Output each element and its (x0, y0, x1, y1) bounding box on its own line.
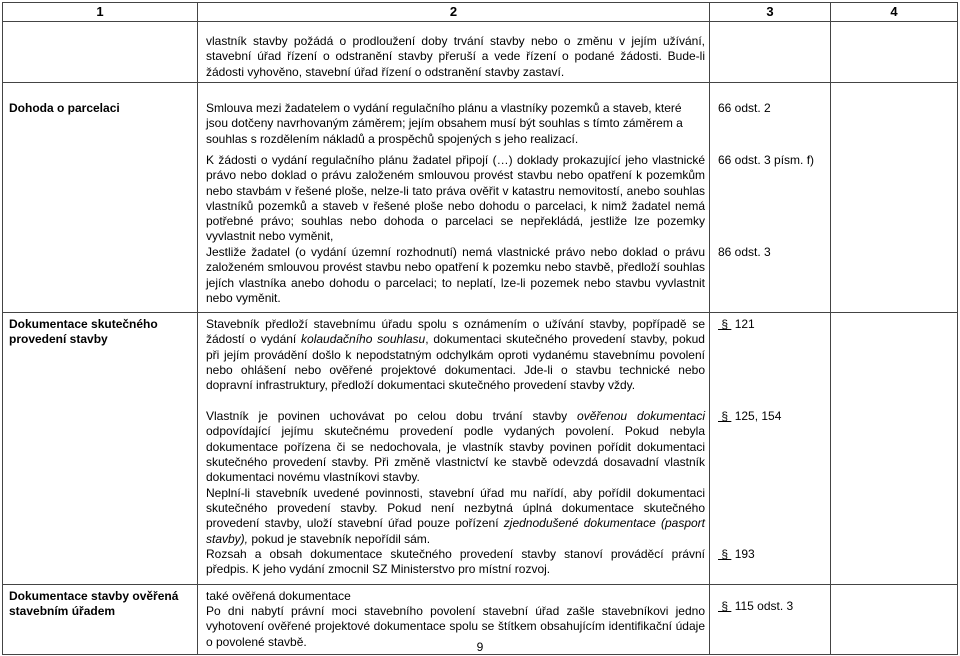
paragraph: Rozsah a obsah dokumentace skutečného provedení stavby stanoví prováděcí právní předpis. K jeho vydání zmocnil SZ Ministerstvo pro místní rozvoj. (206, 547, 705, 577)
header-col-4: 4 (831, 3, 958, 22)
note-cell (831, 83, 958, 313)
term-cell (3, 22, 198, 83)
paragraph: Jestliže žadatel (o vydání územní rozhodnutí) nemá vlastnické právo nebo doklad o právu založeném smlouvou provést stavbu nebo opatření k pozemku nebo stavbě, předloží souhlas jejích vlastníka anebo dohodu o parcelaci; to neplatí, lze-li pozemek nebo stavbu vyvlastnit nebo vyměnit. (206, 245, 705, 305)
table-row (3, 83, 958, 313)
reference-cell (710, 22, 831, 83)
header-row (3, 3, 958, 22)
section-reference: 66 odst. 3 písm. f) (718, 153, 815, 167)
section-reference: § 121 (718, 317, 755, 332)
description-cell (198, 22, 710, 83)
term-label: provedení stavby (9, 332, 108, 347)
paragraph: Smlouva mezi žadatelem o vydání regulačního plánu a vlastníky pozemků a staveb, které jsou dotčeny navrhovaným záměrem; jejím obsahem musí být souhlas s tímto záměrem a souhlas s rozdělením nákladů a prospěchů spojených s jeho realizací. (206, 101, 683, 146)
paragraph: Po dni nabytí právní moci stavebního povolení stavební úřad zašle stavebníkovi jedno vyhotovení ověřené projektové dokumentace spolu se štítkem obsahujícím identifikační údaje o povolené stavbě. (206, 604, 705, 649)
table-row (3, 22, 958, 83)
term-cell (3, 83, 198, 313)
legal-definitions-table (2, 2, 958, 655)
description-cell (198, 313, 710, 585)
paragraph: K žádosti o vydání regulačního plánu žadatel připojí (…) doklady prokazující jeho vlastnické právo nebo doklad o právu založeném smlouvou provést stavbu nebo opatření k pozemkům nebo stavbám v řešené ploše, nelze-li tato práva ověřit v katastru nemovitostí, anebo souhlas vlastníků pozemků a staveb v řešené ploše nebo dohodu o parcelaci, k nimž žadatel nemá potřebné právo; souhlas nebo dohoda o parcelaci se nepřekládá, jestliže lze pozemky vyvlastnit nebo vyměnit, (206, 153, 705, 244)
term-label: Dokumentace skutečného (9, 317, 158, 332)
paragraph: také ověřená dokumentace (206, 588, 351, 603)
paragraph: vlastník stavby požádá o prodloužení doby trvání stavby nebo o změnu v jejím užívání, stavební úřad řízení o odstranění stavby přeruší a vede řízení o podané žádosti. Bude-li žádosti vyhověno, stavební úřad řízení o odstranění stavby zastaví. (206, 34, 705, 79)
term-cell (3, 313, 198, 585)
note-cell (831, 22, 958, 83)
section-reference: § 125, 154 (718, 409, 782, 424)
term-label: stavebním úřadem (9, 604, 116, 619)
table-row (3, 313, 958, 585)
reference-cell (710, 313, 831, 585)
page-number: 9 (476, 640, 484, 654)
header-col-2: 2 (198, 3, 710, 22)
paragraph: Stavebník předloží stavebnímu úřadu spolu s oznámením o užívání stavby, popřípadě se žádostí o vydání kolaudačního souhlasu, dokumentaci skutečného provedení stavby, pokud při jejím provádění došlo k nepodstatným odchylkám oproti vydanému stavebnímu povolení nebo ohlášení nebo ověřené projektové dokumentaci. Jde-li o stavbu technické nebo dopravní infrastruktury, předloží dokumentaci skutečného provedení stavby vždy. (206, 317, 705, 393)
term-label: Dokumentace stavby ověřená (9, 588, 179, 603)
section-reference: 66 odst. 2 (718, 101, 771, 115)
note-cell (831, 313, 958, 585)
section-reference: § 193 (718, 547, 755, 562)
header-col-3: 3 (710, 3, 831, 22)
term-label: Dohoda o parcelaci (9, 101, 120, 115)
paragraph: Vlastník je povinen uchovávat po celou dobu trvání stavby ověřenou dokumentaci odpovídající jejímu skutečnému provedení podle vydaných povolení. Pokud nebyla dokumentace pořízena či se nedochovala, je vlastník stavby povinen pořídit dokumentaci skutečného provedení stavby. Při změně vlastnictví ke stavbě odevzdá dosavadní vlastník dokumentaci novému vlastníkovi stavby. Neplní-li stavebník uvedené povinnosti, stavební úřad mu nařídí, aby pořídil dokumentaci skutečného provedení stavby. Pokud není nezbytná úplná dokumentace skutečného provedení stavby, uloží stavební úřad pouze pořízení zjednodušené dokumentace (pasport stavby), pokud je stavebník nepořídil sám. (206, 409, 706, 546)
section-reference: 86 odst. 3 (718, 245, 771, 259)
reference-cell (710, 83, 831, 313)
description-cell (198, 83, 710, 313)
header-col-1: 1 (3, 3, 198, 22)
section-reference: § 115 odst. 3 (718, 598, 794, 613)
